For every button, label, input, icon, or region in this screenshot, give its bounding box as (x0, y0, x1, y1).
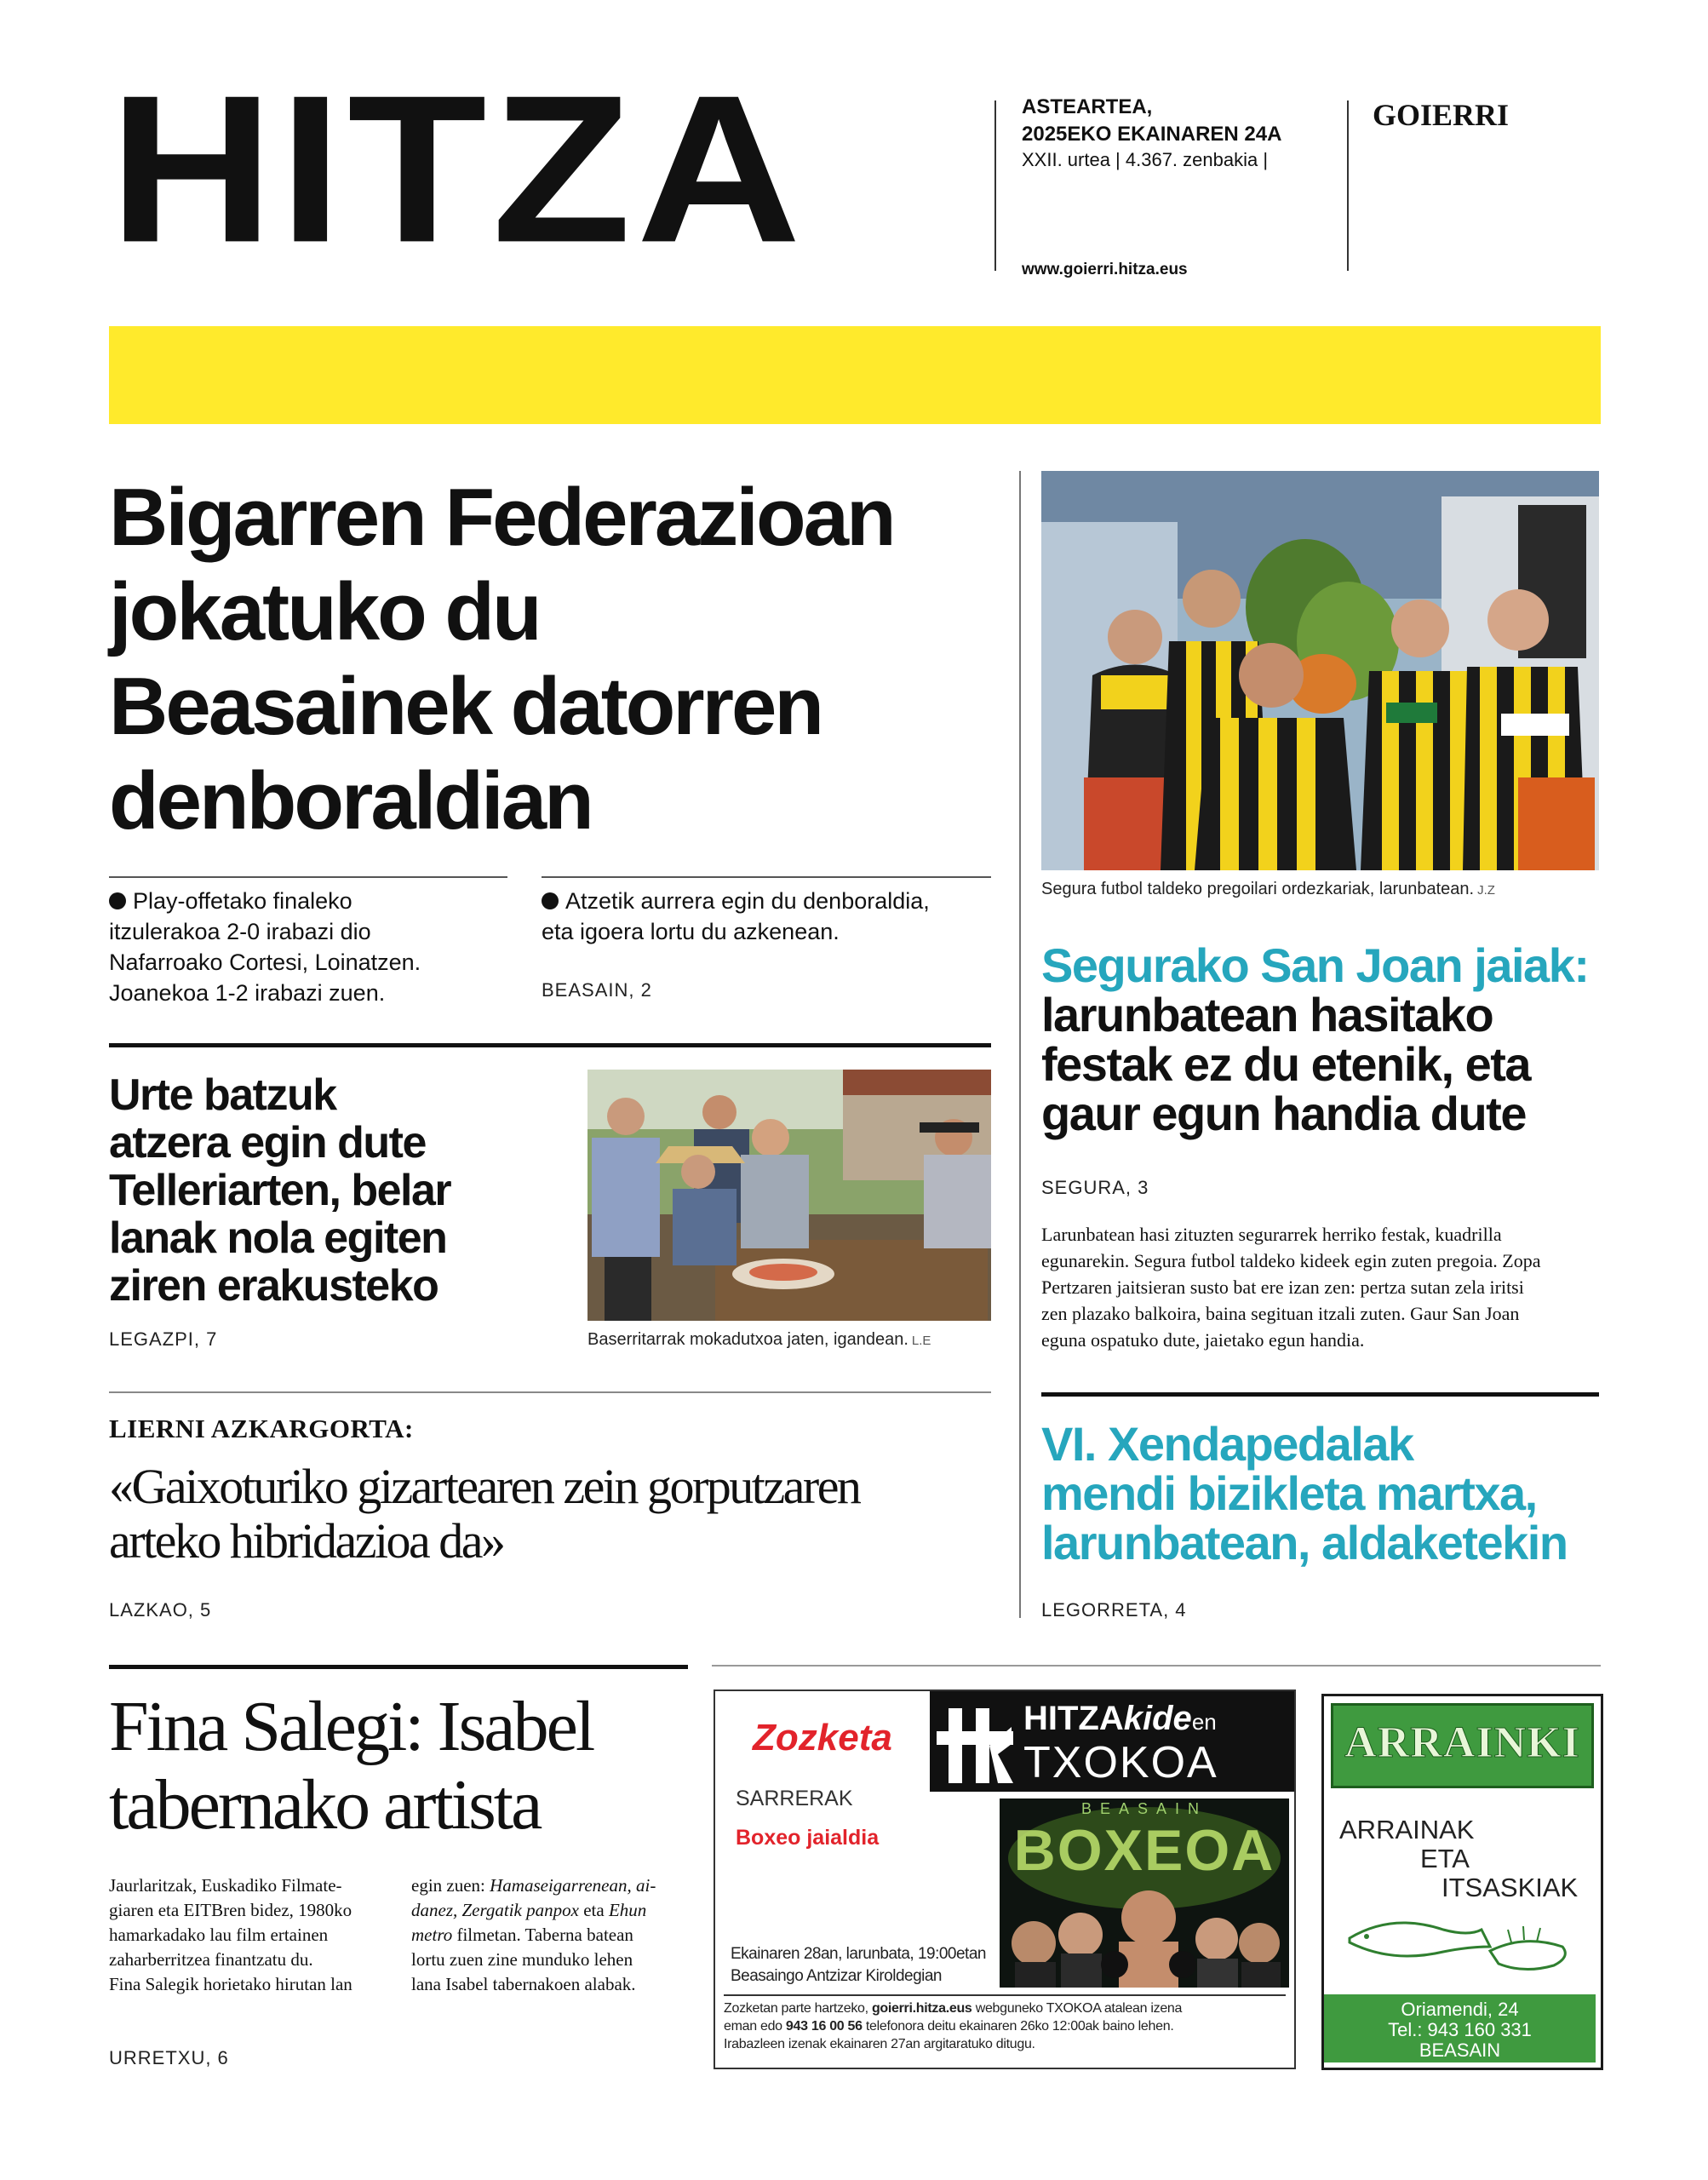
masthead-logo[interactable]: HITZA (109, 50, 806, 286)
headline-line: gaur egun handia dute (1041, 1087, 1526, 1140)
xendapedalak-location: LEGORRETA, 4 (1041, 1599, 1187, 1621)
body-text: eta (578, 1900, 609, 1920)
photo-credit: J.Z (1477, 883, 1495, 898)
boxing-poster (1000, 1798, 1289, 1988)
headline-line: larunbatean, aldaketekin (1041, 1516, 1568, 1569)
caption-text: Baserritarrak mokadutxoa jaten, igandean. (587, 1330, 908, 1349)
quote-line: «Gaixoturiko gizartearen zein gorputzaren (109, 1459, 860, 1514)
lierni-kicker: LIERNI AZKARGORTA: (109, 1414, 414, 1443)
rule (712, 1665, 1601, 1667)
headline-line: mendi bizikleta martxa, (1041, 1466, 1537, 1520)
bullet-line: Atzetik aurrera egin du denboraldia, (565, 888, 930, 914)
phone-line[interactable]: Tel.: 943 160 331 (1388, 2019, 1532, 2040)
film-title: metro (411, 1925, 453, 1945)
bullet-line: eta igoera lortu du azkenean. (542, 919, 840, 944)
event-where: Beasaingo Antzizar Kiroldegian (731, 1967, 943, 1985)
fina-headline[interactable] (109, 1688, 705, 1844)
body-text: filmetan. Taberna batean (452, 1925, 633, 1945)
telleriarte-headline[interactable] (109, 1071, 586, 1310)
brand-text: HITZA (1023, 1700, 1124, 1737)
telleriarte-location: LEGAZPI, 7 (109, 1328, 218, 1350)
headline-line: Urte batzuk (109, 1070, 336, 1120)
lead-headline-line: denboraldian (109, 755, 592, 846)
zozketa-label: Zozketa (753, 1717, 892, 1758)
lead-headline-line: Bigarren Federazioan (109, 472, 894, 563)
poster-town: BEASAIN (1080, 1800, 1208, 1817)
fish-illustration-icon (1341, 1904, 1588, 1981)
bullet-line: itzulerakoa 2-0 irabazi dio (109, 919, 371, 944)
fine-text: telefonora deitu ekainaren 26ko 12:00ak baino lehen. (862, 2019, 1174, 2034)
fine-text: Zozketan parte hartzeko, (724, 2001, 872, 2016)
lead-bullet-1 (109, 886, 518, 1008)
headline-teal-line: Segurako San Joan jaiak: (1041, 938, 1589, 992)
body-line: zen plazako balkoira, baina segituan itzali zuten. Gaur San Joan (1041, 1303, 1520, 1324)
brand-en: en (1191, 1709, 1217, 1735)
fine-text: webguneko TXOKOA atalean izena (971, 2001, 1183, 2016)
bullet-dot (109, 892, 126, 909)
fine-text: eman edo (724, 2019, 786, 2034)
masthead-divider (994, 100, 996, 271)
film-title: Hamaseigarrenean, ai- (490, 1875, 656, 1896)
section-rule (109, 1665, 688, 1669)
body-line: Larunbatean hasi zituzten segurarrek herriko festak, kuadrilla (1041, 1224, 1502, 1245)
section-rule (109, 1043, 991, 1047)
issue-number: XXII. urtea | 4.367. zenbakia | (1022, 149, 1269, 170)
fine-link[interactable]: goierri.hitza.eus (871, 2001, 972, 2016)
body-line: Fina Salegik horietako hirutan lan (109, 1974, 352, 1994)
body-line: hamarkadako lau film ertainen (109, 1925, 329, 1945)
headline-line: tabernako artista (109, 1765, 541, 1844)
ad-divider (724, 1994, 1286, 1996)
body-line: lana Isabel tabernakoen alabak. (411, 1974, 636, 1994)
lierni-quote[interactable] (109, 1460, 1012, 1569)
lead-bullet-2 (542, 886, 1001, 947)
body-line: giaren eta EITBren bidez, 1980ko (109, 1900, 352, 1920)
headline-line: lanak nola egiten (109, 1213, 447, 1263)
quote-line: arteko hibridazioa da» (109, 1513, 504, 1569)
arrainki-logo-text: ARRAINKI (1344, 1718, 1580, 1767)
fine-phone[interactable]: 943 16 00 56 (785, 2019, 863, 2034)
film-title: Ehun (608, 1900, 647, 1920)
section-rule (1041, 1392, 1599, 1397)
event-when: Ekainaren 28an, larunbata, 19:00etan (731, 1945, 986, 1963)
body-line: lortu zuen zine munduko lehen (411, 1949, 633, 1970)
slogan-line: ITSASKIAK (1441, 1873, 1579, 1902)
fina-location: URRETXU, 6 (109, 2047, 229, 2068)
body-text: egin zuen: (411, 1875, 490, 1896)
bullet-line: Joanekoa 1-2 irabazi zuen. (109, 980, 386, 1006)
hk-logo-icon (937, 1701, 1013, 1783)
website-link[interactable]: www.goierri.hitza.eus (1022, 261, 1188, 278)
headline-line: VI. Xendapedalak (1041, 1417, 1413, 1471)
body-line: Pertzaren jaitsieran susto bat ere izan zen: pertza sutan zela iritsi (1041, 1276, 1524, 1298)
body-line: eguna ospatuko dute, jaietako egun handia. (1041, 1329, 1365, 1351)
hitzakide-brand (1023, 1700, 1217, 1741)
yellow-banner (109, 326, 1601, 424)
headline-line: ziren erakusteko (109, 1261, 438, 1311)
lead-headline[interactable] (109, 470, 1012, 848)
edition-name: GOIERRI (1373, 98, 1510, 132)
address-line: Oriamendi, 24 (1401, 1999, 1519, 2020)
photo-credit: L.E (911, 1334, 931, 1348)
rule (109, 876, 507, 878)
arrainki-slogan (1339, 1816, 1578, 1902)
fina-body-col2 (411, 1873, 692, 1997)
lierni-location: LAZKAO, 5 (109, 1599, 212, 1621)
segura-location: SEGURA, 3 (1041, 1177, 1149, 1198)
fina-body-col1 (109, 1873, 386, 1997)
headline-line: larunbatean hasitako (1041, 988, 1493, 1041)
body-line: egunarekin. Segura futbol taldeko kideek egin zuten pregoia. Zopa (1041, 1250, 1541, 1271)
segura-photo (1041, 471, 1599, 870)
bullet-line: Play-offetako finaleko (133, 888, 352, 914)
headline-line: Fina Salegi: Isabel (109, 1687, 593, 1766)
arrainki-address (1324, 1994, 1596, 2062)
arrainki-ad[interactable] (1321, 1694, 1603, 2070)
brand-kide: kide (1123, 1700, 1192, 1737)
txokoa-ad[interactable] (714, 1690, 1296, 2069)
headline-line: atzera egin dute (109, 1118, 426, 1167)
issue-date (1022, 94, 1281, 148)
bullet-line: Nafarroako Cortesi, Loinatzen. (109, 949, 421, 975)
caption-text: Segura futbol taldeko pregoilari ordezkariak, larunbatean. (1041, 880, 1475, 898)
telleriarte-photo-caption (587, 1330, 931, 1350)
headline-line: Telleriarten, belar (109, 1166, 451, 1215)
headline-line: festak ez du etenik, eta (1041, 1037, 1531, 1091)
body-line: zaharberritzea finantzatu du. (109, 1949, 313, 1970)
arrainki-logo (1331, 1703, 1594, 1788)
ad-fine-print (724, 1999, 1286, 2053)
rule (109, 1391, 991, 1393)
edition-divider (1347, 100, 1349, 271)
segura-headline[interactable] (1041, 938, 1603, 1140)
rule (542, 876, 991, 878)
segura-body (1041, 1221, 1603, 1353)
lead-location: BEASAIN, 2 (542, 979, 652, 1001)
slogan-line: ARRAINAK (1339, 1815, 1475, 1844)
poster-title: BOXEOA (1013, 1818, 1275, 1883)
issue-date-text: 2025EKO EKAINAREN 24A (1022, 123, 1282, 146)
sarrerak-label: SARRERAK (736, 1787, 853, 1810)
txokoa-title: TXOKOA (1023, 1738, 1218, 1787)
segura-photo-caption (1041, 880, 1495, 899)
txokoa-header (930, 1691, 1294, 1792)
lead-headline-line: jokatuko du (109, 566, 540, 657)
event-name: Boxeo jaialdia (736, 1826, 880, 1850)
bullet-dot (542, 892, 559, 909)
fine-text: Irabazleen izenak ekainaren 27an argitaratuko ditugu. (724, 2037, 1035, 2051)
xendapedalak-headline[interactable] (1041, 1417, 1603, 1569)
body-line: Jaurlaritzak, Euskadiko Filmate- (109, 1875, 342, 1896)
slogan-line: ETA (1420, 1844, 1470, 1873)
column-divider (1019, 471, 1021, 1618)
address-line: BEASAIN (1419, 2039, 1501, 2061)
telleriarte-photo (587, 1070, 991, 1321)
issue-day: ASTEARTEA, (1022, 95, 1153, 118)
film-title: danez, Zergatik panpox (411, 1900, 579, 1920)
lead-headline-line: Beasainek datorren (109, 661, 822, 752)
